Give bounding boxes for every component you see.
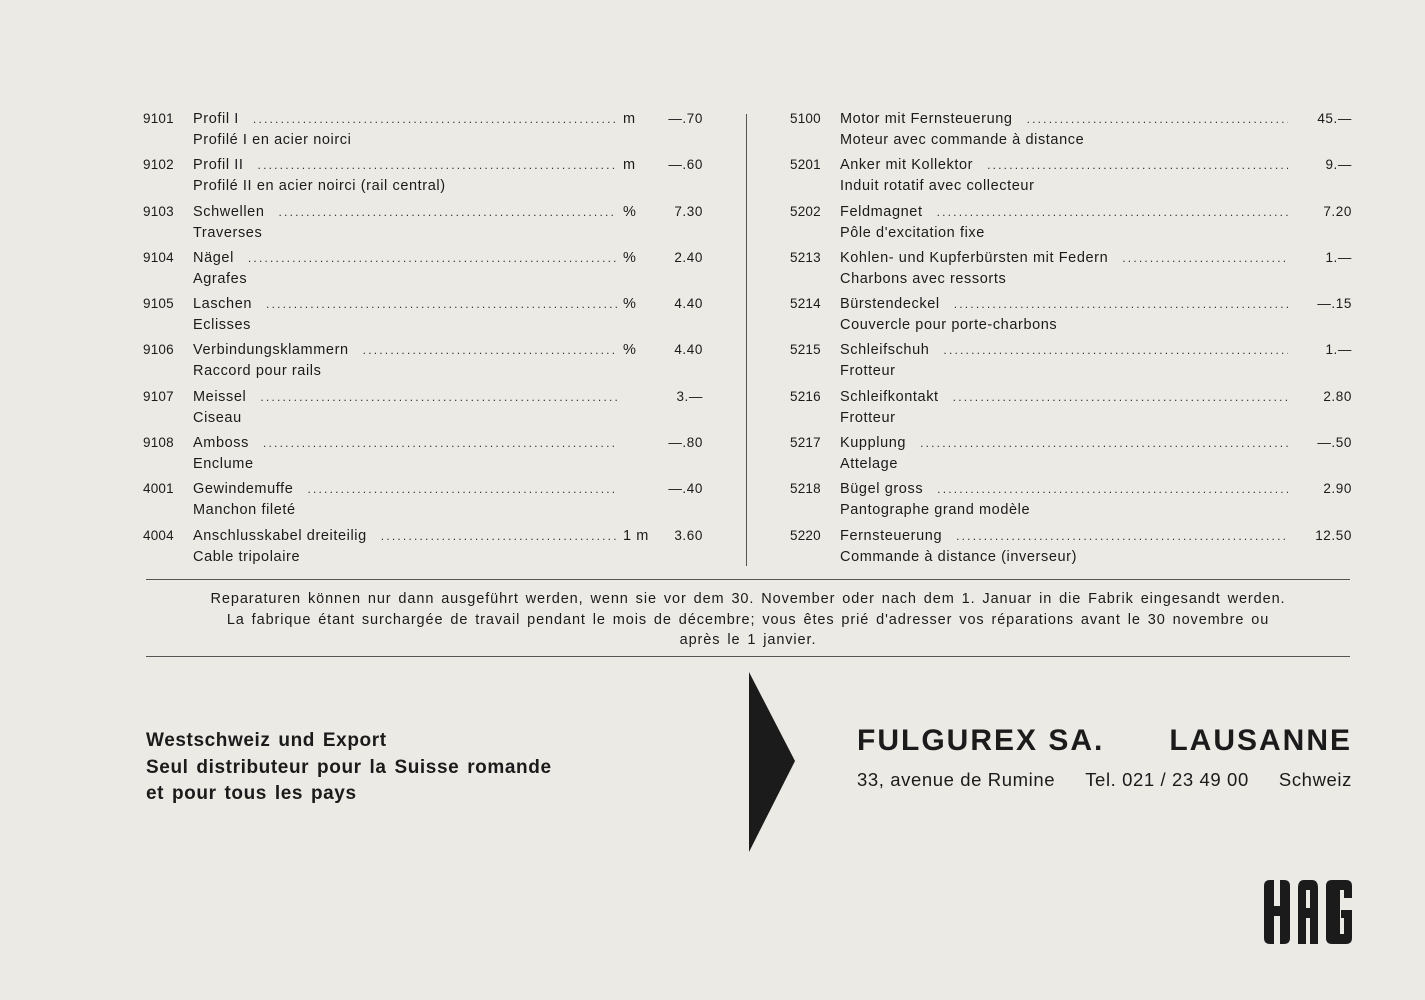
- notice-line-german: Reparaturen können nur dann ausgeführt werden, wenn sie vor dem 30. November oder nach dem 1. Januar in die Fabrik eingesandt werden.: [210, 591, 1286, 607]
- part-name-french: Ciseau: [193, 409, 242, 426]
- part-number: 9101: [143, 111, 174, 126]
- part-name-german: Profil I: [193, 111, 239, 127]
- part-row: [143, 202, 703, 248]
- part-price: 1.—: [1325, 249, 1352, 265]
- company-street: 33, avenue de Rumine: [857, 769, 1056, 790]
- part-name-german: Schleifkontakt: [840, 388, 939, 405]
- part-name-french: Cable tripolaire: [193, 548, 301, 565]
- part-row: [790, 294, 1352, 340]
- part-name-french: Induit rotatif avec collecteur: [840, 178, 1035, 195]
- part-name-german: Kupplung: [840, 435, 907, 452]
- part-number: 9107: [143, 388, 174, 404]
- part-row: [143, 526, 703, 572]
- part-name-french: Profilé I en acier noirci: [193, 132, 352, 148]
- part-number: 4004: [143, 527, 174, 543]
- divider-top: [146, 579, 1350, 580]
- dot-leader: [258, 158, 617, 172]
- part-row: [143, 248, 703, 294]
- arrow-icon: [748, 672, 798, 854]
- part-number: 5213: [790, 249, 821, 265]
- part-name-german: Gewindemuffe: [193, 481, 294, 498]
- dot-leader: [381, 529, 617, 543]
- part-unit: %: [623, 296, 637, 313]
- part-name-french: Charbons avec ressorts: [840, 270, 1007, 287]
- part-name-french: Raccord pour rails: [193, 363, 322, 380]
- part-price: 2.80: [1323, 388, 1352, 404]
- part-name-french: Couvercle pour porte-charbons: [840, 317, 1058, 334]
- part-name-german: Laschen: [193, 296, 253, 313]
- part-name-french: Enclume: [193, 456, 254, 473]
- part-name-german: Amboss: [193, 435, 249, 452]
- part-price: 3.—: [676, 388, 703, 404]
- part-name-french: Commande à distance (inverseur): [840, 548, 1077, 565]
- company-phone: Tel. 021 / 23 49 00: [1085, 769, 1249, 790]
- part-unit: %: [623, 342, 637, 359]
- part-name-french: Pantographe grand modèle: [840, 502, 1031, 519]
- company-city: LAUSANNE: [1169, 724, 1352, 757]
- distributor-line-1: Westschweiz und Export: [146, 730, 387, 751]
- part-name-german: Anker mit Kollektor: [840, 157, 974, 174]
- part-price: 2.90: [1323, 481, 1352, 497]
- part-row: [143, 433, 703, 479]
- part-row: [790, 387, 1352, 433]
- part-unit: %: [623, 249, 637, 266]
- part-unit: m: [623, 111, 636, 127]
- dot-leader: [956, 529, 1288, 543]
- part-number: 5217: [790, 435, 821, 451]
- part-row: [143, 340, 703, 386]
- dot-leader: [307, 482, 617, 496]
- part-row: [790, 479, 1352, 525]
- company-country: Schweiz: [1278, 769, 1352, 790]
- dot-leader: [1027, 112, 1288, 126]
- dot-leader: [937, 482, 1288, 496]
- dot-leader: [954, 297, 1288, 311]
- part-price: —.50: [1317, 435, 1352, 451]
- part-row: [790, 248, 1352, 294]
- part-name-german: Bügel gross: [840, 481, 924, 498]
- part-price: 45.—: [1317, 111, 1352, 126]
- distributor-block: [146, 728, 552, 808]
- part-unit: m: [623, 157, 636, 174]
- part-row: [143, 387, 703, 433]
- part-number: 5201: [790, 157, 821, 173]
- part-name-german: Profil II: [193, 157, 244, 174]
- part-line: [193, 342, 703, 358]
- part-price: 4.40: [674, 342, 703, 358]
- part-price: —.40: [668, 481, 703, 497]
- part-name-french: Agrafes: [193, 270, 248, 287]
- part-name-german: Anschlusskabel dreiteilig: [193, 527, 367, 544]
- notice-line-french: La fabrique étant surchargée de travail pendant le mois de décembre; vous êtes prié d'adresser vos réparations avant le 30 novembre ou: [226, 611, 1270, 628]
- part-row: [790, 526, 1352, 572]
- part-line: [193, 296, 703, 312]
- part-line: [840, 528, 1352, 544]
- part-row: [790, 202, 1352, 248]
- part-line: [840, 204, 1352, 220]
- part-price: 1.—: [1325, 342, 1352, 358]
- part-name-french: Moteur avec commande à distance: [840, 132, 1085, 148]
- part-name-german: Bürstendeckel: [840, 296, 940, 313]
- part-line: [193, 204, 703, 220]
- part-price: —.15: [1317, 296, 1352, 312]
- part-number: 5220: [790, 527, 821, 543]
- divider-bottom: [146, 656, 1350, 657]
- part-number: 5215: [790, 342, 821, 358]
- column-divider: [746, 114, 747, 566]
- dot-leader: [937, 205, 1288, 219]
- left-parts-list: [143, 109, 703, 572]
- part-number: 5218: [790, 481, 821, 497]
- part-name-german: Motor mit Fernsteuerung: [840, 111, 1013, 127]
- part-number: 4001: [143, 481, 174, 497]
- part-line: [840, 296, 1352, 312]
- dot-leader: [920, 436, 1288, 450]
- part-line: [840, 389, 1352, 405]
- part-line: [193, 481, 703, 497]
- part-line: [840, 157, 1352, 173]
- part-name-german: Schwellen: [193, 203, 265, 220]
- part-number: 5216: [790, 388, 821, 404]
- part-name-german: Fernsteuerung: [840, 527, 943, 544]
- company-name: FULGUREX SA.: [857, 724, 1105, 757]
- part-number: 9102: [143, 157, 174, 173]
- dot-leader: [253, 112, 617, 126]
- distributor-line-3: et pour tous les pays: [146, 783, 357, 804]
- part-price: 7.30: [674, 203, 703, 219]
- part-name-french: Manchon fileté: [193, 502, 296, 519]
- part-name-french: Pôle d'excitation fixe: [840, 224, 985, 241]
- part-row: [143, 294, 703, 340]
- distributor-line-2: Seul distributeur pour la Suisse romande: [146, 756, 552, 778]
- part-name-german: Nägel: [193, 249, 234, 266]
- part-row: [790, 340, 1352, 386]
- part-number: 5214: [790, 296, 821, 312]
- dot-leader: [279, 205, 618, 219]
- part-row: [143, 479, 703, 525]
- part-price: 12.50: [1315, 527, 1352, 543]
- part-name-german: Schleifschuh: [840, 342, 930, 359]
- part-price: —.60: [668, 157, 703, 173]
- part-line: [840, 481, 1352, 497]
- part-number: 9103: [143, 203, 174, 219]
- part-row: [790, 433, 1352, 479]
- dot-leader: [263, 436, 617, 450]
- dot-leader: [260, 390, 617, 404]
- part-price: —.80: [668, 435, 703, 451]
- repair-notice: [146, 589, 1350, 651]
- part-unit: 1 m: [623, 527, 649, 544]
- part-line: [193, 389, 703, 405]
- part-row: [790, 109, 1352, 155]
- part-line: [193, 435, 703, 451]
- part-line: [840, 111, 1352, 127]
- dot-leader: [266, 297, 617, 311]
- part-name-french: Attelage: [840, 456, 899, 473]
- part-name-german: Meissel: [193, 388, 247, 405]
- part-name-french: Frotteur: [840, 409, 896, 426]
- part-row: [790, 155, 1352, 201]
- part-number: 9104: [143, 249, 174, 265]
- part-number: 9105: [143, 296, 174, 312]
- part-name-german: Verbindungsklammern: [193, 342, 349, 359]
- part-name-german: Kohlen- und Kupferbürsten mit Federn: [840, 249, 1109, 266]
- part-line: [840, 342, 1352, 358]
- dot-leader: [987, 158, 1288, 172]
- dot-leader: [953, 390, 1288, 404]
- right-parts-list: [790, 109, 1352, 572]
- part-price: 3.60: [674, 527, 703, 543]
- company-heading: [857, 724, 1352, 758]
- dot-leader: [363, 343, 617, 357]
- dot-leader: [1122, 251, 1288, 265]
- part-line: [193, 250, 703, 266]
- part-price: 4.40: [674, 296, 703, 312]
- part-name-french: Frotteur: [840, 363, 896, 380]
- part-line: [840, 435, 1352, 451]
- part-number: 5202: [790, 203, 821, 219]
- part-line: [193, 157, 703, 173]
- company-address: [857, 769, 1352, 791]
- part-price: —.70: [668, 111, 703, 126]
- hag-logo-icon: [1260, 880, 1356, 944]
- part-line: [193, 528, 703, 544]
- notice-line-french-end: après le 1 janvier.: [679, 632, 817, 648]
- part-price: 9.—: [1325, 157, 1352, 173]
- part-name-german: Feldmagnet: [840, 203, 923, 220]
- part-row: [143, 155, 703, 201]
- part-line: [840, 250, 1352, 266]
- part-line: [193, 111, 703, 127]
- part-number: 5100: [790, 111, 821, 126]
- part-number: 9106: [143, 342, 174, 358]
- dot-leader: [248, 251, 617, 265]
- part-name-french: Eclisses: [193, 317, 251, 334]
- dot-leader: [943, 343, 1288, 357]
- part-unit: %: [623, 203, 637, 220]
- part-name-french: Profilé II en acier noirci (rail central): [193, 178, 446, 195]
- part-name-french: Traverses: [193, 224, 263, 241]
- part-number: 9108: [143, 435, 174, 451]
- part-price: 7.20: [1323, 203, 1352, 219]
- part-price: 2.40: [674, 249, 703, 265]
- part-row: [143, 109, 703, 155]
